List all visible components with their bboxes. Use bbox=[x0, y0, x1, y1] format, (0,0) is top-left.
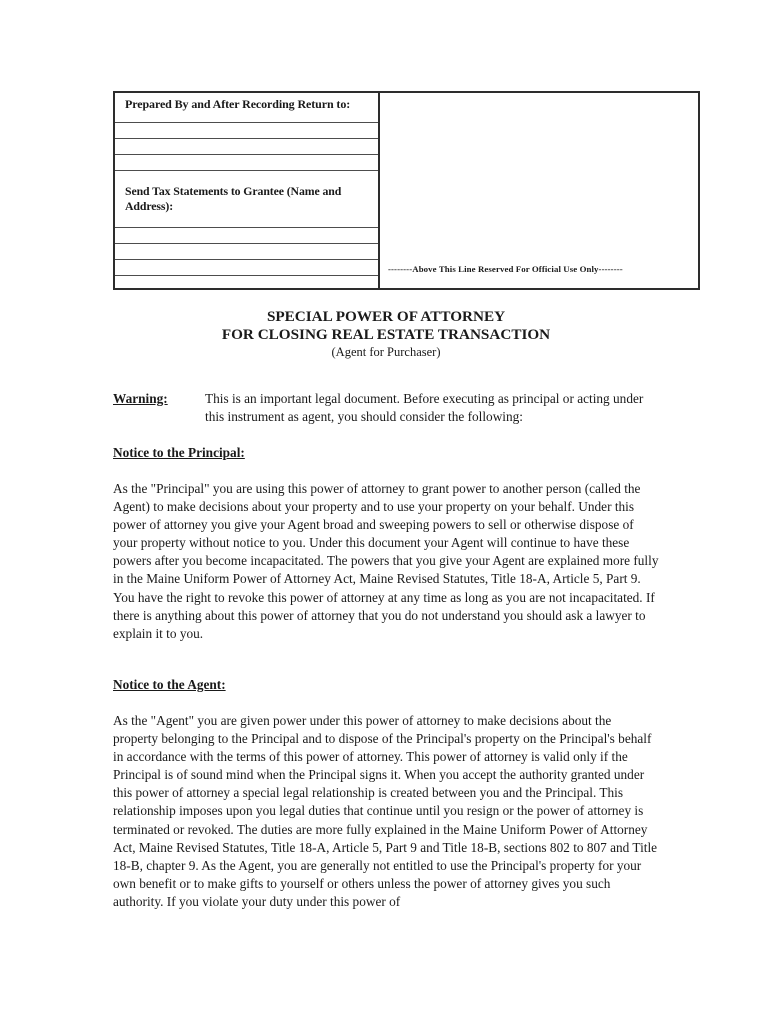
fill-line[interactable] bbox=[115, 227, 378, 243]
notice-agent-body: As the "Agent" you are given power under this power of attorney to make decisions about the property belonging to the Principal and to dispose of the Principal's property on the Principal's behalf in accordance with the terms of this power of attorney. This power of attorney is valid only if the Principal is of sound mind when the Principal signs it. When you accept the authority granted under this power of attorney a special legal relationship is created between you and the Principal. This relationship imposes upon you legal duties that continue until you resign or the power of attorney is terminated or revoked. The duties are more fully explained in the Maine Uniform Power of Attorney Act, Maine Revised Statutes, Title 18-A, Article 5, Part 9 and Title 18-B, sections 802 to 807 and Title 18-B, chapter 9. As the Agent, you are generally not entitled to use the Principal's property for your own benefit or to make gifts to yourself or others unless the power of attorney gives you such authority. If you violate your duty under this power of bbox=[113, 713, 658, 909]
fill-line[interactable] bbox=[115, 138, 378, 154]
warning-text: This is an important legal document. Before executing as principal or acting under this instrument as agent, you should consider the following: bbox=[205, 391, 644, 424]
fill-line[interactable] bbox=[115, 154, 378, 170]
prepared-by-label: Prepared By and After Recording Return to: bbox=[125, 97, 351, 111]
warning-label: Warning: bbox=[113, 391, 168, 406]
fill-line[interactable] bbox=[115, 243, 378, 259]
document-title bbox=[113, 308, 659, 361]
title-line-1: SPECIAL POWER OF ATTORNEY bbox=[266, 308, 506, 325]
recording-return-box bbox=[113, 91, 700, 290]
fill-line[interactable] bbox=[115, 275, 378, 288]
fill-line[interactable] bbox=[115, 122, 378, 138]
recording-box-left-column bbox=[115, 93, 380, 288]
warning-section bbox=[113, 390, 661, 426]
title-subtitle: (Agent for Purchaser) bbox=[331, 345, 441, 359]
tax-statements-label: Send Tax Statements to Grantee (Name and Address): bbox=[115, 170, 378, 227]
notice-principal-body: As the "Principal" you are using this power of attorney to grant power to another person (called the Agent) to make decisions about your property and to use your property on your behalf. Under this power of attorney you give your Agent broad and sweeping powers to sell or otherwise dispose of your property without notice to you. Under this document your Agent will continue to have these powers after you become incapacitated. The powers that you give your Agent are explained more fully in the Maine Uniform Power of Attorney Act, Maine Revised Statutes, Title 18-A, Article 5, Part 9. You have the right to revoke this power of attorney at any time as long as you are not incapacitated. If there is anything about this power of attorney that you do not understand you should ask a lawyer to explain it to you. bbox=[113, 481, 659, 641]
fill-line[interactable] bbox=[115, 259, 378, 275]
notice-agent-heading: Notice to the Agent: bbox=[113, 677, 226, 692]
notice-principal-heading: Notice to the Principal: bbox=[113, 445, 245, 460]
official-use-area bbox=[380, 93, 698, 288]
title-line-2: FOR CLOSING REAL ESTATE TRANSACTION bbox=[221, 326, 551, 343]
official-use-divider-note: --------Above This Line Reserved For Official Use Only-------- bbox=[388, 264, 623, 274]
